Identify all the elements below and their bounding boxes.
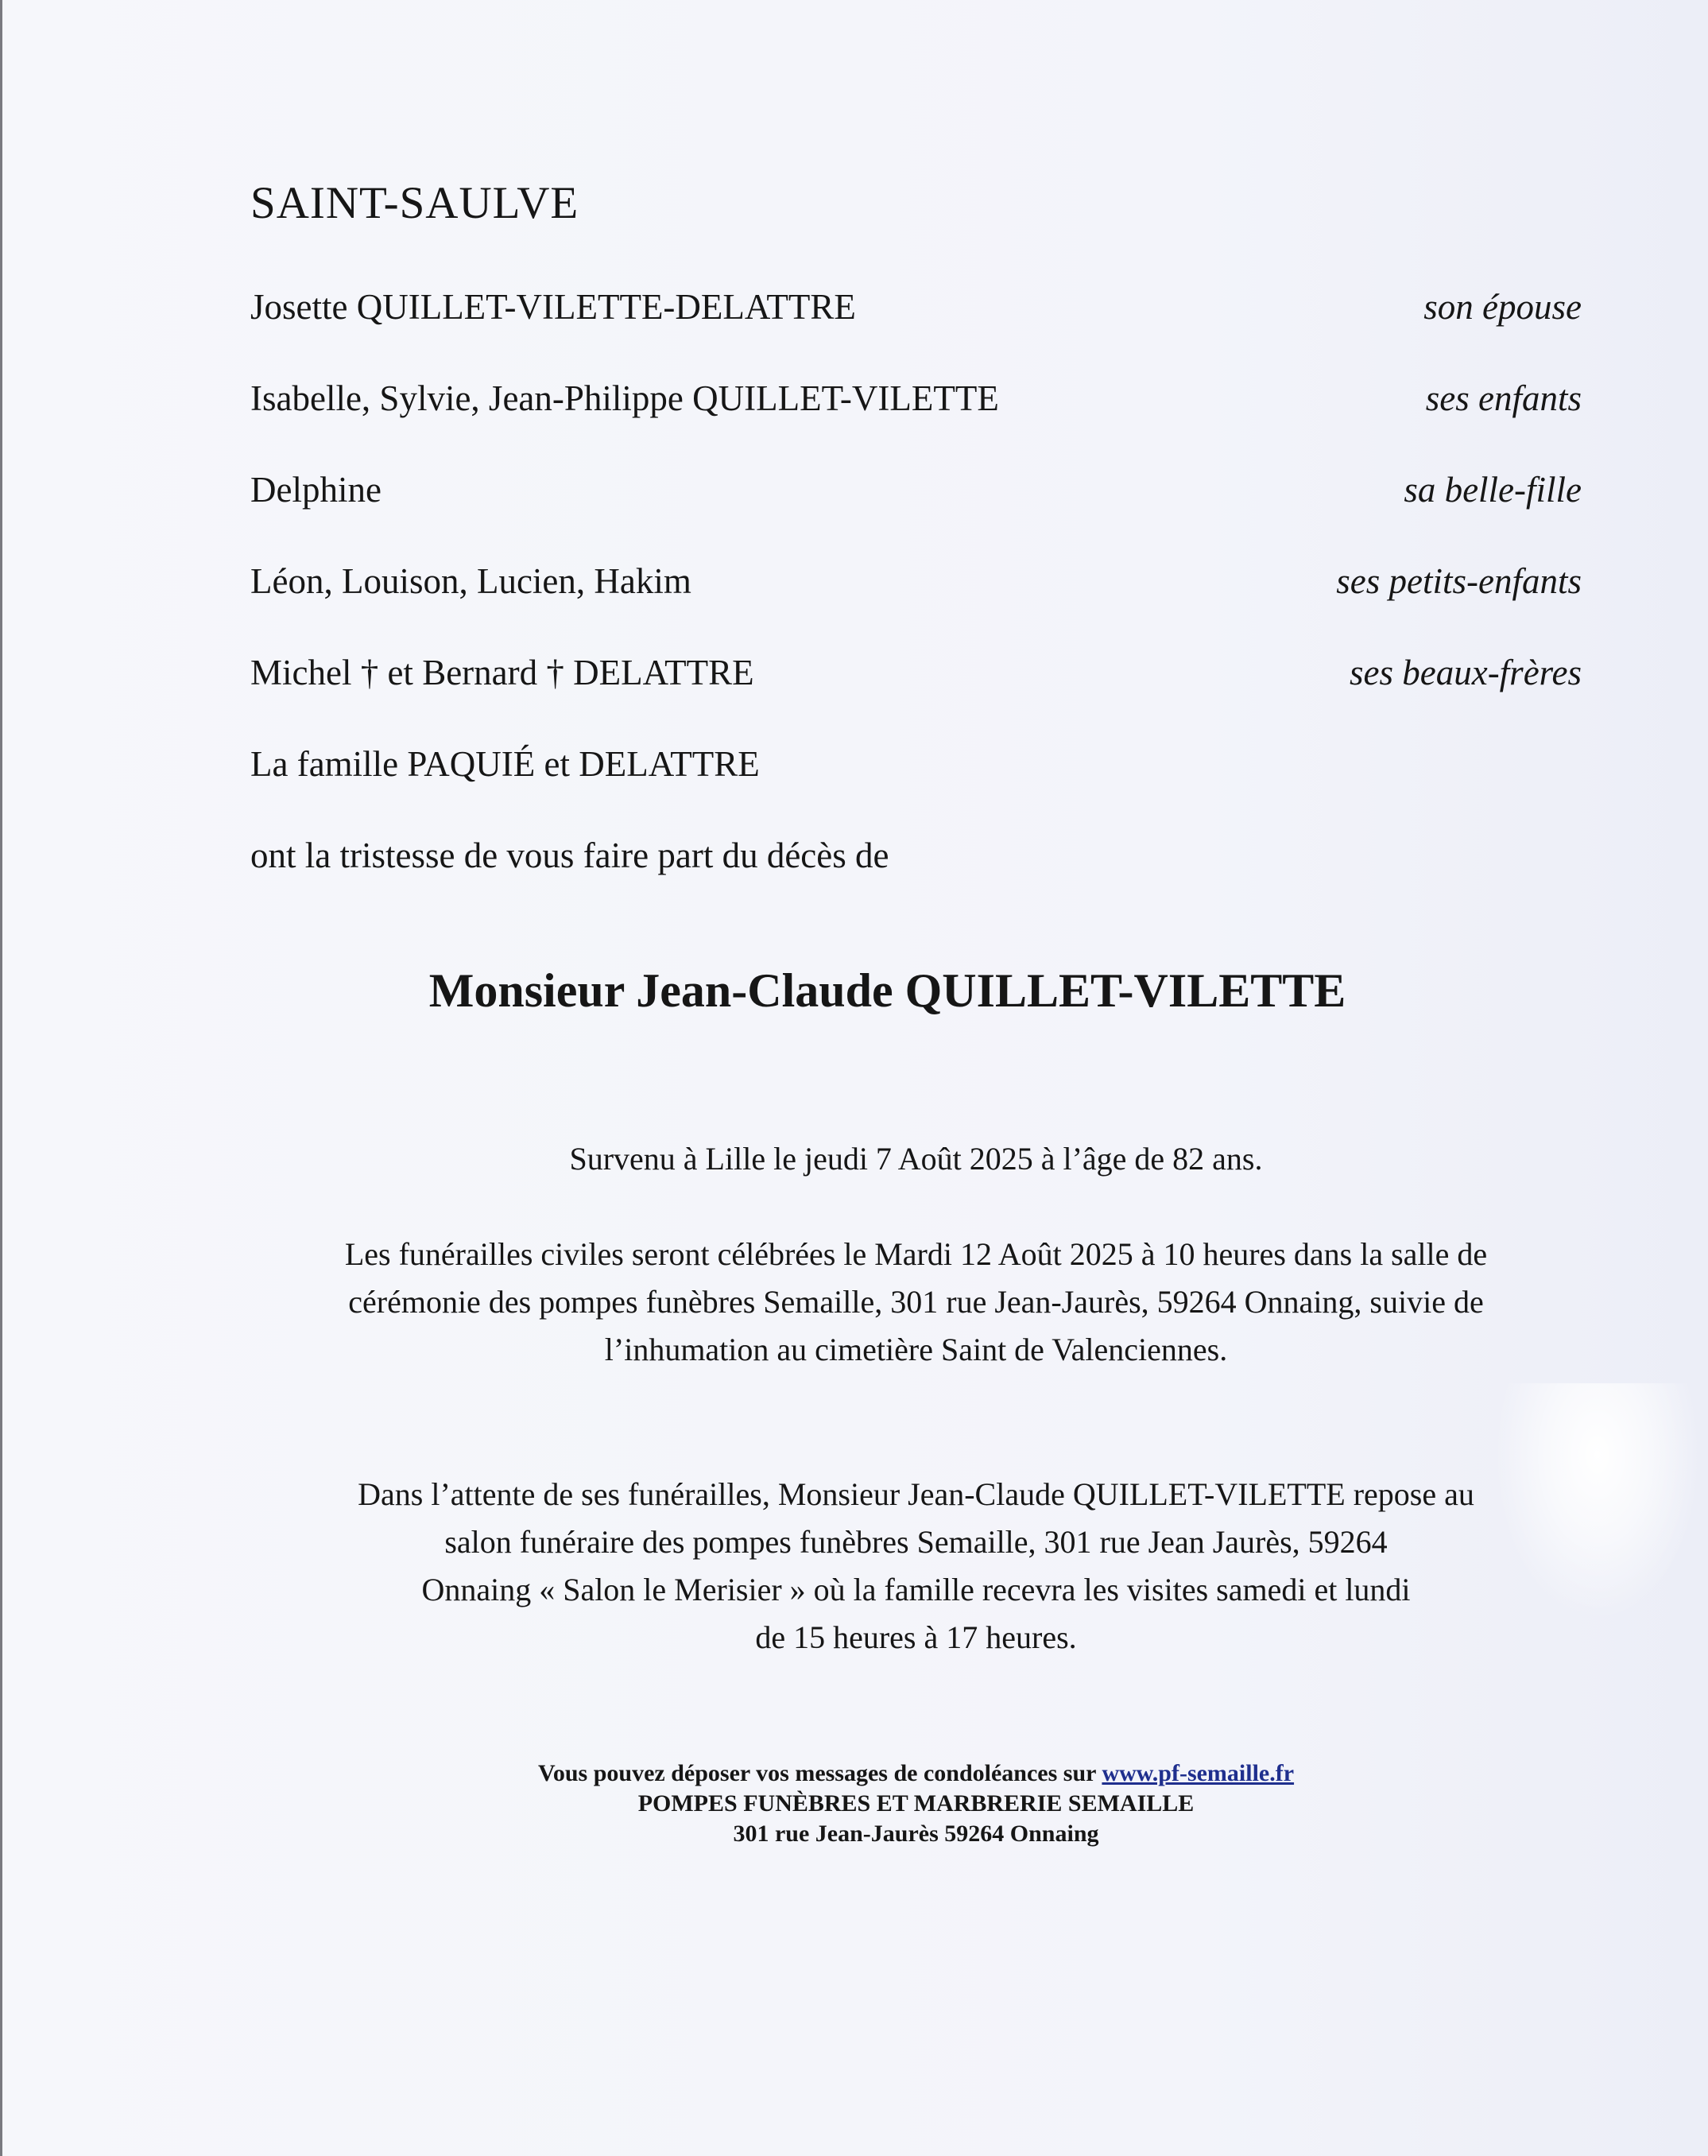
family-name: Delphine [250, 470, 381, 510]
family-relation: son épouse [1423, 287, 1582, 327]
family-relation: sa belle-fille [1404, 470, 1582, 510]
family-row [250, 560, 1582, 608]
visit-line: salon funéraire des pompes funèbres Semaille, 301 rue Jean Jaurès, 59264 [444, 1524, 1388, 1560]
deceased-name: Monsieur Jean-Claude QUILLET-VILETTE [428, 964, 1346, 1017]
family-row [250, 378, 1582, 425]
footer [238, 1759, 1594, 1849]
family-row [250, 286, 1582, 334]
company-name: POMPES FUNÈBRES ET MARBRERIE SEMAILLE [637, 1790, 1195, 1817]
funeral-line: Les funérailles civiles seront célébrées le Mardi 12 Août 2025 à 10 heures dans la salle de [344, 1236, 1488, 1272]
death-info-line: Survenu à Lille le jeudi 7 Août 2025 à l’âge de 82 ans. [569, 1141, 1263, 1177]
page-edge [0, 0, 2, 2156]
family-extra: La famille PAQUIÉ et DELATTRE [250, 744, 760, 784]
visit-line: Dans l’attente de ses funérailles, Monsieur Jean-Claude QUILLET-VILETTE repose au [358, 1476, 1474, 1512]
family-name: Isabelle, Sylvie, Jean-Philippe QUILLET-VILETTE [250, 378, 999, 418]
company-address: 301 rue Jean-Jaurès 59264 Onnaing [733, 1821, 1099, 1847]
family-name: Michel † et Bernard † DELATTRE [250, 653, 754, 692]
visit-line: Onnaing « Salon le Merisier » où la famille recevra les visites samedi et lundi [421, 1572, 1411, 1607]
visit-line: de 15 heures à 17 heures. [755, 1619, 1077, 1655]
family-relation: ses beaux-frères [1350, 653, 1582, 692]
family-row [250, 469, 1582, 517]
condolences-text: Vous pouvez déposer vos messages de condoléances sur [537, 1760, 1096, 1786]
funeral-line: cérémonie des pompes funèbres Semaille, 301 rue Jean-Jaurès, 59264 Onnaing, suivie de [348, 1284, 1484, 1320]
family-name: Josette QUILLET-VILETTE-DELATTRE [250, 287, 856, 327]
town-heading: SAINT-SAULVE [250, 178, 579, 228]
website-link[interactable]: www.pf-semaille.fr [1102, 1760, 1295, 1786]
family-row [250, 652, 1582, 700]
death-info [238, 1135, 1594, 1183]
condolences-line [238, 1759, 1594, 1789]
funeral-paragraph [238, 1231, 1594, 1374]
family-name: Léon, Louison, Lucien, Hakim [250, 561, 691, 601]
family-relation: ses petits-enfants [1336, 561, 1582, 601]
announcement-text: ont la tristesse de vous faire part du décès de [250, 836, 889, 875]
visit-paragraph [238, 1471, 1594, 1662]
funeral-line: l’inhumation au cimetière Saint de Valenciennes. [604, 1332, 1228, 1367]
family-relation: ses enfants [1425, 378, 1582, 418]
